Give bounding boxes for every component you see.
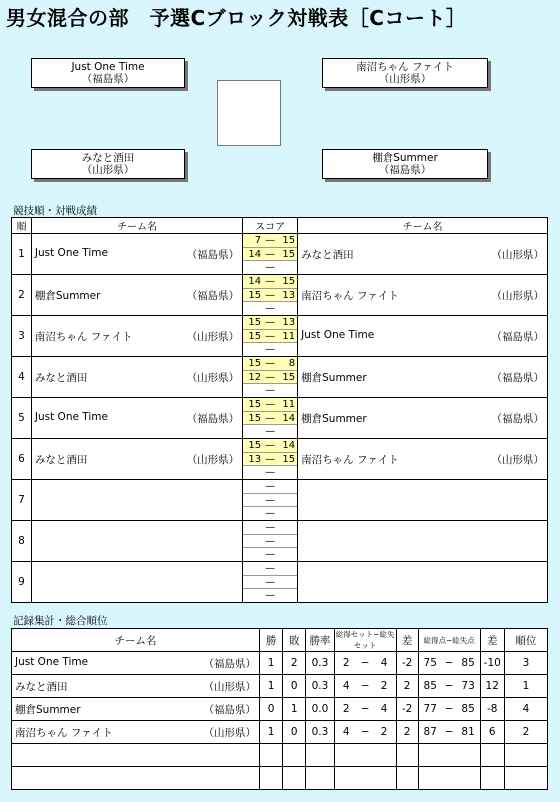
summary-sets-won: 4 [334, 721, 358, 744]
match-score [243, 521, 298, 562]
section-label-results: 競技順・対戦成績 [13, 205, 97, 217]
team-name: 棚倉Summer [15, 703, 81, 716]
header-order: 順 [12, 218, 32, 234]
score-dash: — [265, 303, 276, 315]
team-pref: （山形県） [491, 289, 544, 302]
summary-row [12, 698, 548, 721]
score-dash: — [265, 357, 276, 369]
summary-point-diff: -8 [480, 698, 504, 721]
match-row [12, 316, 548, 357]
summary-set-diff: -2 [396, 652, 418, 675]
summary-rank: 3 [504, 652, 547, 675]
set-score [243, 521, 297, 535]
score-left: 15 [248, 316, 262, 328]
set-score [243, 453, 297, 467]
summary-losses: 1 [283, 698, 306, 721]
summary-losses: 0 [283, 721, 306, 744]
set-score [243, 548, 297, 561]
set-score [243, 439, 297, 453]
score-right: 15 [282, 275, 296, 287]
team-name: Just One Time [71, 61, 145, 73]
score-left: 15 [248, 412, 262, 424]
match-team-left [31, 439, 242, 480]
score-dash: — [265, 330, 276, 342]
match-team-right [298, 275, 548, 316]
sum-header-team: チーム名 [12, 629, 260, 652]
summary-sets-lost: 2 [372, 721, 396, 744]
team-pref: （福島県） [491, 371, 544, 384]
summary-set-diff: -2 [396, 698, 418, 721]
summary-points-won: 87 [418, 721, 442, 744]
team-pref: （福島県） [81, 73, 135, 85]
score-dash: — [265, 275, 276, 287]
match-number: 1 [12, 234, 32, 275]
team-name: Just One Time [301, 328, 375, 341]
set-score [243, 357, 297, 371]
match-score [243, 316, 298, 357]
match-table [11, 217, 548, 603]
sum-header-lose: 敗 [283, 629, 306, 652]
summary-point-diff: -10 [480, 652, 504, 675]
sum-header-rank: 順位 [504, 629, 547, 652]
match-team-right [298, 480, 548, 521]
summary-points-won [418, 767, 442, 790]
summary-points-dash: − [442, 698, 457, 721]
team-name: Just One Time [34, 410, 108, 423]
match-row [12, 398, 548, 439]
sum-header-ptdiff: 差 [480, 629, 504, 652]
team-box-3 [31, 149, 185, 179]
match-score [243, 275, 298, 316]
score-left: 15 [248, 357, 262, 369]
summary-set-diff [396, 744, 418, 767]
summary-points-won: 75 [418, 652, 442, 675]
match-score [243, 439, 298, 480]
score-left: 7 [254, 234, 262, 246]
team-pref: （福島県） [186, 412, 240, 425]
summary-rate: 0.3 [306, 721, 334, 744]
team-box-1 [31, 58, 185, 88]
match-row [12, 234, 548, 275]
summary-points-dash: − [442, 652, 457, 675]
score-dash: — [265, 234, 276, 246]
summary-row [12, 721, 548, 744]
summary-point-diff [480, 767, 504, 790]
set-score [243, 494, 297, 508]
summary-points-lost: 85 [457, 652, 481, 675]
team-name: Just One Time [34, 246, 108, 259]
summary-row [12, 652, 548, 675]
score-right: 8 [288, 357, 296, 369]
summary-point-diff [480, 744, 504, 767]
summary-team [12, 767, 260, 790]
score-left: 13 [248, 453, 262, 465]
header-score: スコア [243, 218, 298, 234]
page-title: 男女混合の部 予選Cブロック対戦表［Cコート］ [6, 6, 467, 30]
team-name: みなと酒田 [301, 248, 354, 261]
team-pref: （山形県） [186, 453, 240, 466]
team-name: みなと酒田 [15, 680, 68, 693]
summary-sets-lost [372, 744, 396, 767]
sum-header-win: 勝 [260, 629, 283, 652]
summary-points-dash: − [442, 675, 457, 698]
match-row [12, 439, 548, 480]
summary-team [12, 652, 260, 675]
summary-rate: 0.0 [306, 698, 334, 721]
score-dash: — [265, 248, 276, 260]
match-row [12, 562, 548, 603]
summary-sets-won [334, 767, 358, 790]
match-team-right [298, 398, 548, 439]
team-pref: （山形県） [203, 680, 257, 693]
summary-sets-won: 2 [334, 652, 358, 675]
section-label-summary: 記録集計・総合順位 [13, 615, 108, 627]
summary-losses: 0 [283, 675, 306, 698]
score-right: 14 [282, 439, 296, 451]
score-left: 15 [248, 289, 262, 301]
summary-rank: 1 [504, 675, 547, 698]
score-left: 15 [248, 330, 262, 342]
score-dash: — [265, 453, 276, 465]
summary-rank [504, 767, 547, 790]
set-score [243, 425, 297, 438]
match-team-left [31, 234, 242, 275]
summary-losses [283, 744, 306, 767]
summary-points-dash [442, 744, 457, 767]
sum-header-points: 総得点−総失点 [418, 629, 480, 652]
team-name: みなと酒田 [81, 152, 135, 164]
team-name: 南沼ちゃん ファイト [301, 289, 399, 302]
center-square [217, 80, 281, 146]
summary-row [12, 767, 548, 790]
summary-sets-lost [372, 767, 396, 790]
set-score [243, 589, 297, 602]
match-team-left [31, 562, 242, 603]
match-team-left [31, 275, 242, 316]
score-dash: — [265, 549, 276, 561]
summary-points-lost: 73 [457, 675, 481, 698]
score-right: 15 [282, 371, 296, 383]
team-pref: （山形県） [491, 453, 544, 466]
team-name: 棚倉Summer [301, 371, 367, 384]
summary-sets-lost: 4 [372, 652, 396, 675]
match-number: 9 [12, 562, 32, 603]
score-dash: — [265, 590, 276, 602]
score-left: 15 [248, 398, 262, 410]
set-score [243, 330, 297, 344]
score-left: 15 [248, 439, 262, 451]
summary-point-diff: 12 [480, 675, 504, 698]
set-score [243, 343, 297, 356]
set-score [243, 275, 297, 289]
set-score [243, 398, 297, 412]
set-score [243, 384, 297, 397]
team-name: Just One Time [15, 655, 89, 668]
match-number: 7 [12, 480, 32, 521]
summary-rate [306, 767, 334, 790]
header-team: チーム名 [31, 218, 242, 234]
summary-points-won: 77 [418, 698, 442, 721]
header-team2: チーム名 [298, 218, 548, 234]
summary-points-lost: 85 [457, 698, 481, 721]
team-pref: （山形県） [186, 371, 240, 384]
team-name: 南沼ちゃん ファイト [34, 330, 133, 343]
team-pref: （福島県） [203, 657, 257, 670]
score-dash: — [265, 426, 276, 438]
match-team-left [31, 521, 242, 562]
match-number: 6 [12, 439, 32, 480]
team-pref: （福島県） [186, 289, 240, 302]
summary-sets-won: 2 [334, 698, 358, 721]
score-dash: — [265, 262, 276, 274]
team-pref: （福島県） [378, 164, 432, 176]
score-dash: — [265, 344, 276, 356]
summary-wins [260, 767, 283, 790]
set-score [243, 261, 297, 274]
score-dash: — [265, 385, 276, 397]
match-number: 4 [12, 357, 32, 398]
set-score [243, 316, 297, 330]
summary-points-lost: 81 [457, 721, 481, 744]
match-score [243, 562, 298, 603]
summary-sets-dash [358, 767, 373, 790]
set-score [243, 562, 297, 576]
score-dash: — [265, 494, 276, 506]
summary-losses [283, 767, 306, 790]
summary-set-diff: 2 [396, 721, 418, 744]
team-pref: （福島県） [186, 248, 240, 261]
summary-sets-dash [358, 744, 373, 767]
summary-points-dash [442, 767, 457, 790]
score-dash: — [265, 412, 276, 424]
score-dash: — [265, 316, 276, 328]
match-score [243, 398, 298, 439]
match-team-left [31, 480, 242, 521]
set-score [243, 412, 297, 426]
summary-team [12, 698, 260, 721]
set-score [243, 289, 297, 303]
score-dash: — [265, 467, 276, 479]
summary-sets-won [334, 744, 358, 767]
set-score [243, 248, 297, 262]
score-dash: — [265, 371, 276, 383]
team-name: 棚倉Summer [372, 152, 438, 164]
match-row [12, 357, 548, 398]
match-team-right [298, 562, 548, 603]
score-right: 11 [282, 398, 296, 410]
summary-points-dash: − [442, 721, 457, 744]
summary-wins: 1 [260, 675, 283, 698]
team-name: 南沼ちゃん ファイト [301, 453, 399, 466]
score-dash: — [265, 535, 276, 547]
summary-points-won [418, 744, 442, 767]
score-right: 11 [282, 330, 296, 342]
summary-set-diff [396, 767, 418, 790]
summary-row [12, 675, 548, 698]
team-pref: （山形県） [378, 73, 432, 85]
sum-header-sets: 総得セット−総失セット [335, 630, 395, 650]
score-dash: — [265, 398, 276, 410]
match-score [243, 480, 298, 521]
score-left: 14 [248, 275, 262, 287]
summary-team [12, 675, 260, 698]
summary-team [12, 721, 260, 744]
summary-rate [306, 744, 334, 767]
match-team-left [31, 316, 242, 357]
set-score [243, 466, 297, 479]
match-team-left [31, 357, 242, 398]
match-number: 2 [12, 275, 32, 316]
score-dash: — [265, 508, 276, 520]
summary-set-diff: 2 [396, 675, 418, 698]
team-box-2 [322, 58, 488, 88]
summary-rate: 0.3 [306, 675, 334, 698]
set-score [243, 371, 297, 385]
summary-rank [504, 744, 547, 767]
score-left: 12 [248, 371, 262, 383]
team-name: 南沼ちゃん ファイト [15, 726, 113, 739]
summary-team [12, 744, 260, 767]
score-dash: — [265, 480, 276, 492]
sum-header-rate: 勝率 [306, 629, 334, 652]
team-pref: （福島県） [491, 330, 544, 343]
summary-sets-lost: 4 [372, 698, 396, 721]
summary-wins: 1 [260, 652, 283, 675]
set-score [243, 302, 297, 315]
score-right: 14 [282, 412, 296, 424]
summary-points-lost [457, 744, 481, 767]
team-box-4 [322, 149, 488, 179]
team-pref: （山形県） [203, 726, 257, 739]
summary-sets-dash: − [358, 721, 373, 744]
score-right: 13 [282, 316, 296, 328]
team-name: みなと酒田 [34, 453, 88, 466]
score-dash: — [265, 289, 276, 301]
summary-wins [260, 744, 283, 767]
summary-rate: 0.3 [306, 652, 334, 675]
score-dash: — [265, 562, 276, 574]
score-dash: — [265, 439, 276, 451]
summary-wins: 1 [260, 721, 283, 744]
sum-header-setdiff: 差 [396, 629, 418, 652]
match-team-right [298, 234, 548, 275]
summary-points-lost [457, 767, 481, 790]
match-team-left [31, 398, 242, 439]
score-right: 15 [282, 234, 296, 246]
summary-sets-dash: − [358, 698, 373, 721]
summary-point-diff: 6 [480, 721, 504, 744]
match-score [243, 357, 298, 398]
set-score [243, 576, 297, 590]
team-pref: （福島県） [203, 703, 257, 716]
score-dash: — [265, 576, 276, 588]
summary-table [11, 628, 548, 790]
score-right: 15 [282, 453, 296, 465]
team-pref: （山形県） [81, 164, 135, 176]
summary-wins: 0 [260, 698, 283, 721]
match-score [243, 234, 298, 275]
match-team-right [298, 439, 548, 480]
match-number: 5 [12, 398, 32, 439]
set-score [243, 480, 297, 494]
match-row [12, 521, 548, 562]
team-pref: （山形県） [491, 248, 544, 261]
set-score [243, 535, 297, 549]
summary-sets-lost: 2 [372, 675, 396, 698]
match-row [12, 275, 548, 316]
summary-losses: 2 [283, 652, 306, 675]
score-right: 13 [282, 289, 296, 301]
summary-points-won: 85 [418, 675, 442, 698]
score-left: 14 [248, 248, 262, 260]
summary-rank: 2 [504, 721, 547, 744]
team-pref: （山形県） [186, 330, 240, 343]
score-right: 15 [282, 248, 296, 260]
summary-sets-dash: − [358, 675, 373, 698]
match-team-right [298, 316, 548, 357]
summary-rank: 4 [504, 698, 547, 721]
summary-sets-dash: − [358, 652, 373, 675]
set-score [243, 507, 297, 520]
team-name: 南沼ちゃん ファイト [356, 61, 454, 73]
team-pref: （福島県） [491, 412, 544, 425]
match-row [12, 480, 548, 521]
match-number: 3 [12, 316, 32, 357]
set-score [243, 234, 297, 248]
match-team-right [298, 521, 548, 562]
summary-row [12, 744, 548, 767]
team-name: 棚倉Summer [301, 412, 367, 425]
score-dash: — [265, 521, 276, 533]
team-name: 棚倉Summer [34, 289, 101, 302]
match-number: 8 [12, 521, 32, 562]
match-team-right [298, 357, 548, 398]
summary-sets-won: 4 [334, 675, 358, 698]
team-name: みなと酒田 [34, 371, 88, 384]
